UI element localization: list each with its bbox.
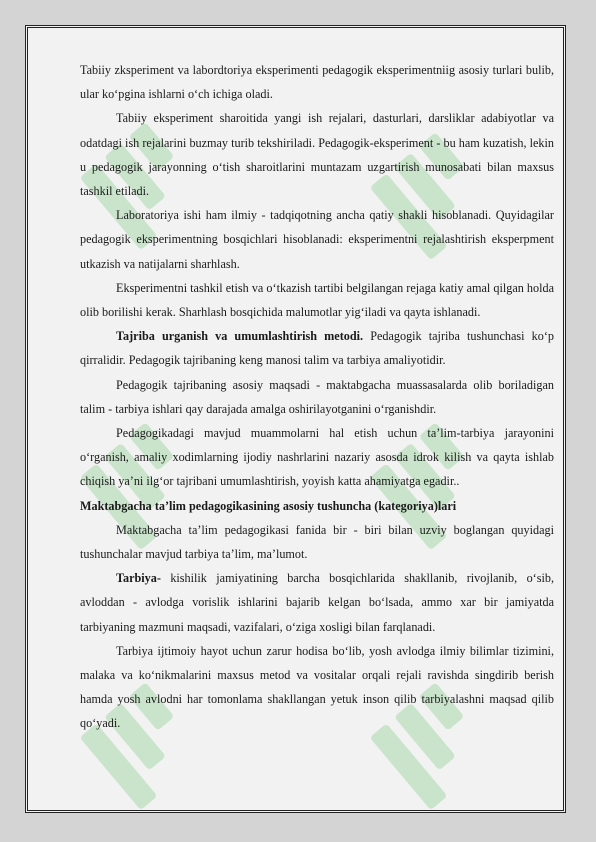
paragraph-5-bold-lead: Tajriba urganish va umumlashtirish metodi. [116, 329, 364, 344]
paragraph-4: Eksperimentni tashkil etish va o‘tkazish tartibi belgilangan rejaga katiy amal qilgan holda olib borilishi kerak. Sharhlash bosqichida malumotlar yig‘iladi va qayta ishlanadi. [80, 280, 554, 320]
paragraph-9-bold-lead: Tarbiya- [116, 571, 161, 586]
document-page [25, 25, 566, 813]
paragraph-8: Maktabgacha ta’lim pedagogikasi fanida bir - biri bilan uzviy boglangan quyidagi tushunchalar mavjud tarbiya ta’lim, ma’lumot. [80, 522, 554, 562]
paragraph-1: Tabiiy zksperiment va labordtoriya eksperimenti pedagogik eksperimentniig asosiy turlari bulib, ular ko‘pgina ishlarni o‘ch ichiga oladi. [80, 63, 554, 102]
paragraph-9: Tarbiya- kishilik jamiyatining barcha bosqichlarida shakllanib, rivojlanib, o‘sib, avloddan - avlodga vorislik ishlarini bajarib kelgan bo‘lsada, ammo xar bir jamiyatda tarbiyaning mazmuni maqsadi, vazifalari, o‘ziga xosligi bilan farqlanadi. [80, 571, 554, 634]
section-heading: Maktabgacha ta’lim pedagogikasining asosiy tushuncha (kategoriya)lari [80, 498, 457, 513]
paragraph-2: Tabiiy eksperiment sharoitida yangi ish rejalari, dasturlari, darsliklar adabiyotlar va odatdagi ish rejalarini buzmay turib tekshiriladi. Pedagogik-eksperiment - bu ham kuzatish, lekin u pedagogik jarayonning o‘tish sharoitlarini muntazam uzgartirish munosabati bilan maxsus tashkil etiladi. [80, 111, 554, 199]
paragraph-5: Tajriba urganish va umumlashtirish metodi. Pedagogik tajriba tushunchasi ko‘p qirralidir. Pedagogik tajribaning keng manosi talim va tarbiya amaliyotidir. [80, 329, 554, 368]
document-body [80, 58, 554, 736]
paragraph-10: Tarbiya ijtimoiy hayot uchun zarur hodisa bo‘lib, yosh avlodga ilmiy bilimlar tizimini, malaka va ko‘nikmalarini maxsus metod va vositalar orqali rejali ravishda singdirib berish hamda yosh avlodni har tomonlama shakllangan yetuk inson qilib tarbiyalashni maqsad qilib qo‘yadi. [80, 643, 554, 731]
paragraph-6: Pedagogik tajribaning asosiy maqsadi - maktabgacha muassasalarda olib boriladigan talim - tarbiya ishlari qay darajada amalga oshirilayotganini o‘rganishdir. [80, 377, 554, 416]
paragraph-7: Pedagogikadagi mavjud muammolarni hal etish uchun ta’lim-tarbiya jarayonini o‘rganish, amaliy xodimlarning ijodiy nashrlarini nazariy asosda idrok kilish va qayta ishlab chiqish ya’ni ilg‘or tajribani umumlashtirish, yoyish katta ahamiyatga egadir.. [80, 426, 554, 489]
paragraph-3: Laboratoriya ishi ham ilmiy - tadqiqotning ancha qatiy shakli hisoblanadi. Quyidagilar pedagogik eksperimentning bosqichlari hisoblanadi: eksperimentni rejalashtirish eksperpment utkazish va natijalarni sharhlash. [80, 208, 554, 271]
